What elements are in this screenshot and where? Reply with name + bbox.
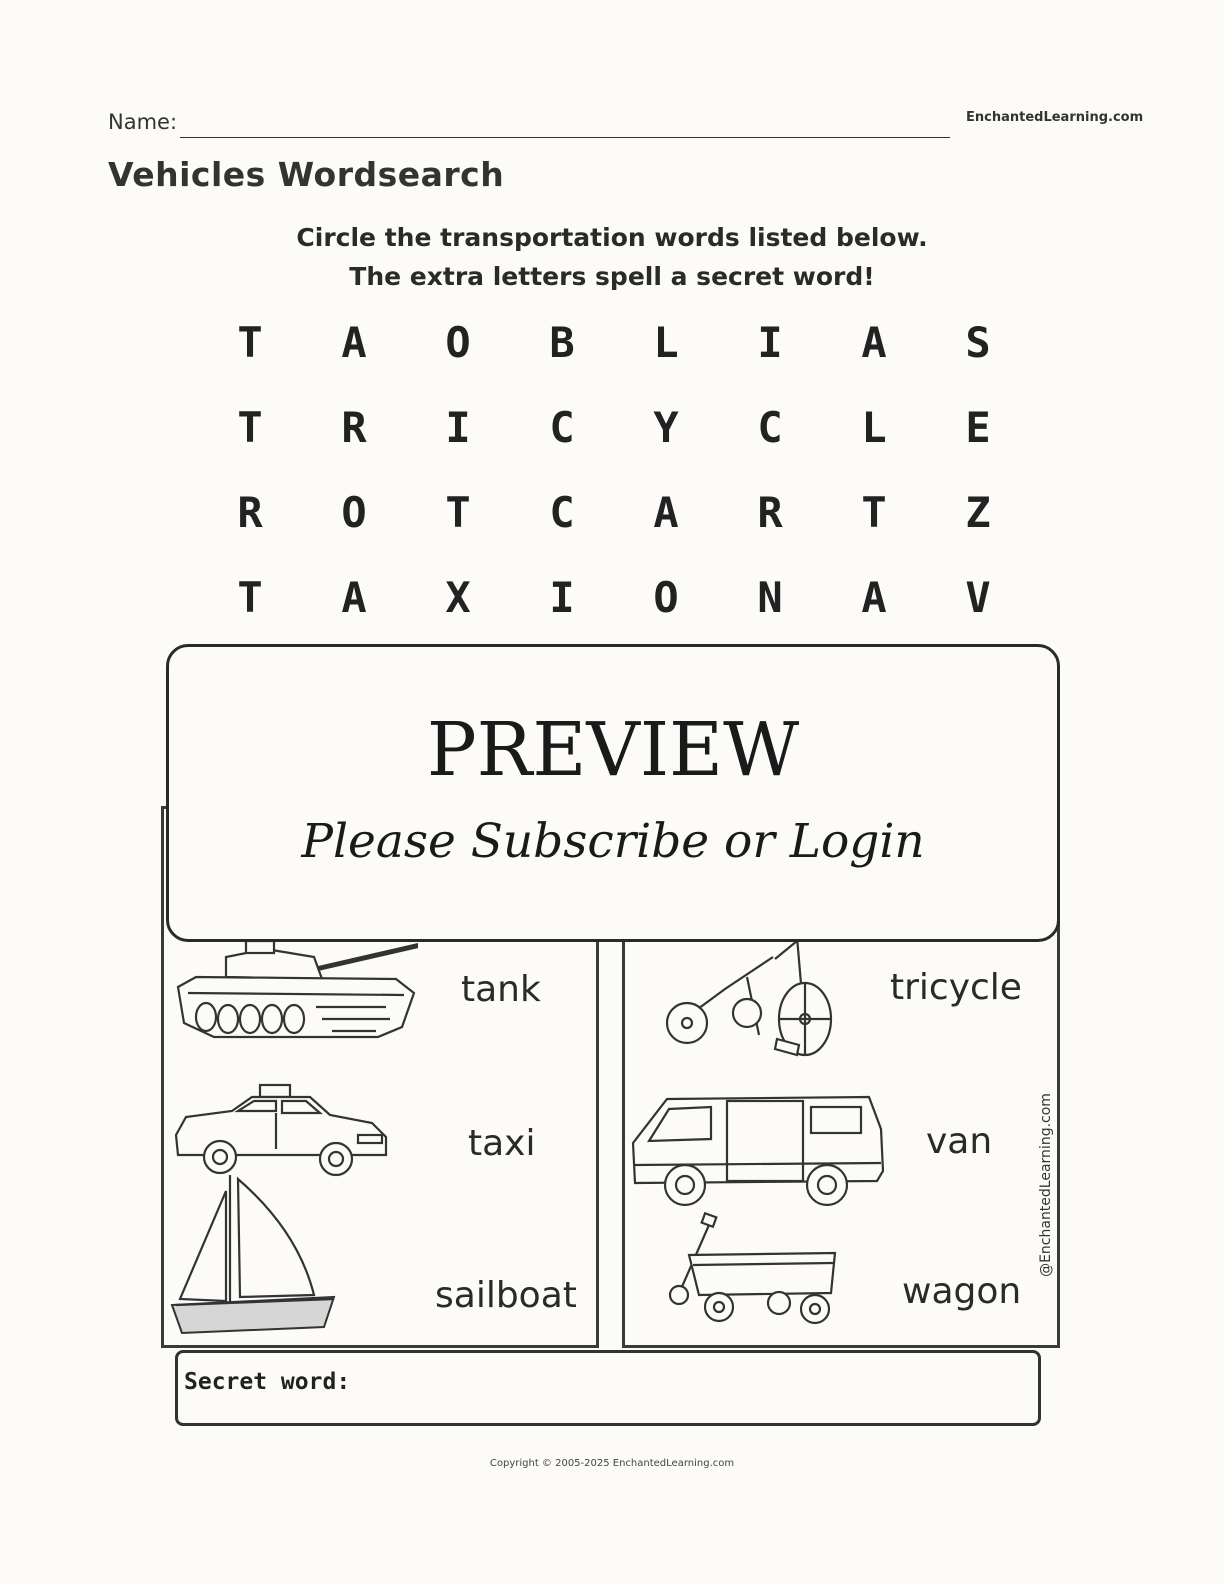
van-icon	[629, 1089, 891, 1213]
preview-title: PREVIEW	[426, 707, 800, 793]
grid-cell[interactable]: X	[445, 573, 471, 622]
grid-cell[interactable]: B	[549, 318, 575, 367]
grid-row	[198, 555, 1030, 640]
grid-cell[interactable]: R	[757, 488, 783, 537]
grid-cell[interactable]: Y	[653, 403, 679, 452]
taxi-icon	[172, 1081, 392, 1181]
instructions	[0, 218, 1224, 296]
grid-cell[interactable]: I	[757, 318, 783, 367]
grid-cell[interactable]: L	[653, 318, 679, 367]
grid-cell[interactable]: A	[861, 318, 887, 367]
grid-row	[198, 385, 1030, 470]
grid-cell[interactable]: T	[861, 488, 887, 537]
grid-cell[interactable]: V	[965, 573, 991, 622]
grid-cell[interactable]: T	[237, 403, 263, 452]
subscribe-login-link[interactable]: Please Subscribe or Login	[301, 814, 925, 869]
word-wagon: wagon	[902, 1271, 1022, 1312]
grid-cell[interactable]: Z	[965, 488, 991, 537]
grid-cell[interactable]: O	[445, 318, 471, 367]
instructions-line-1: Circle the transportation words listed below.	[296, 223, 928, 252]
grid-cell[interactable]: R	[341, 403, 367, 452]
secret-word-label: Secret word:	[184, 1369, 351, 1395]
name-label: Name:	[108, 110, 178, 134]
grid-cell[interactable]: I	[445, 403, 471, 452]
grid-cell[interactable]: A	[861, 573, 887, 622]
grid-cell[interactable]: A	[341, 573, 367, 622]
preview-overlay[interactable]	[166, 644, 1060, 942]
grid-cell[interactable]: E	[965, 403, 991, 452]
grid-cell[interactable]: S	[965, 318, 991, 367]
instructions-line-2: The extra letters spell a secret word!	[349, 262, 875, 291]
secret-word-box[interactable]	[175, 1350, 1041, 1426]
tricycle-icon	[647, 927, 833, 1067]
grid-cell[interactable]: T	[445, 488, 471, 537]
grid-cell[interactable]: R	[237, 488, 263, 537]
grid-cell[interactable]: C	[549, 488, 575, 537]
grid-cell[interactable]: C	[757, 403, 783, 452]
word-tricycle: tricycle	[890, 967, 1022, 1008]
grid-cell[interactable]: I	[549, 573, 575, 622]
grid-cell[interactable]: A	[341, 318, 367, 367]
word-search-grid	[198, 300, 1030, 640]
grid-cell[interactable]: T	[237, 573, 263, 622]
sailboat-icon	[168, 1171, 340, 1339]
grid-cell[interactable]: O	[341, 488, 367, 537]
tank-icon	[166, 927, 418, 1045]
copyright: Copyright © 2005-2025 EnchantedLearning.com	[489, 1458, 735, 1469]
grid-cell[interactable]: A	[653, 488, 679, 537]
name-line[interactable]	[180, 137, 950, 138]
word-sailboat: sailboat	[435, 1275, 577, 1316]
word-van: van	[926, 1121, 993, 1162]
grid-cell[interactable]: N	[757, 573, 783, 622]
grid-cell[interactable]: T	[237, 318, 263, 367]
grid-row	[198, 470, 1030, 555]
page-title: Vehicles Wordsearch	[108, 155, 505, 194]
grid-cell[interactable]: O	[653, 573, 679, 622]
site-name: EnchantedLearning.com	[966, 110, 1144, 125]
grid-cell[interactable]: C	[549, 403, 575, 452]
vertical-credit: @EnchantedLearning.com	[1038, 1093, 1054, 1277]
word-tank: tank	[461, 969, 541, 1010]
wagon-icon	[659, 1211, 843, 1333]
grid-cell[interactable]: L	[861, 403, 887, 452]
word-taxi: taxi	[468, 1123, 536, 1164]
grid-row	[198, 300, 1030, 385]
